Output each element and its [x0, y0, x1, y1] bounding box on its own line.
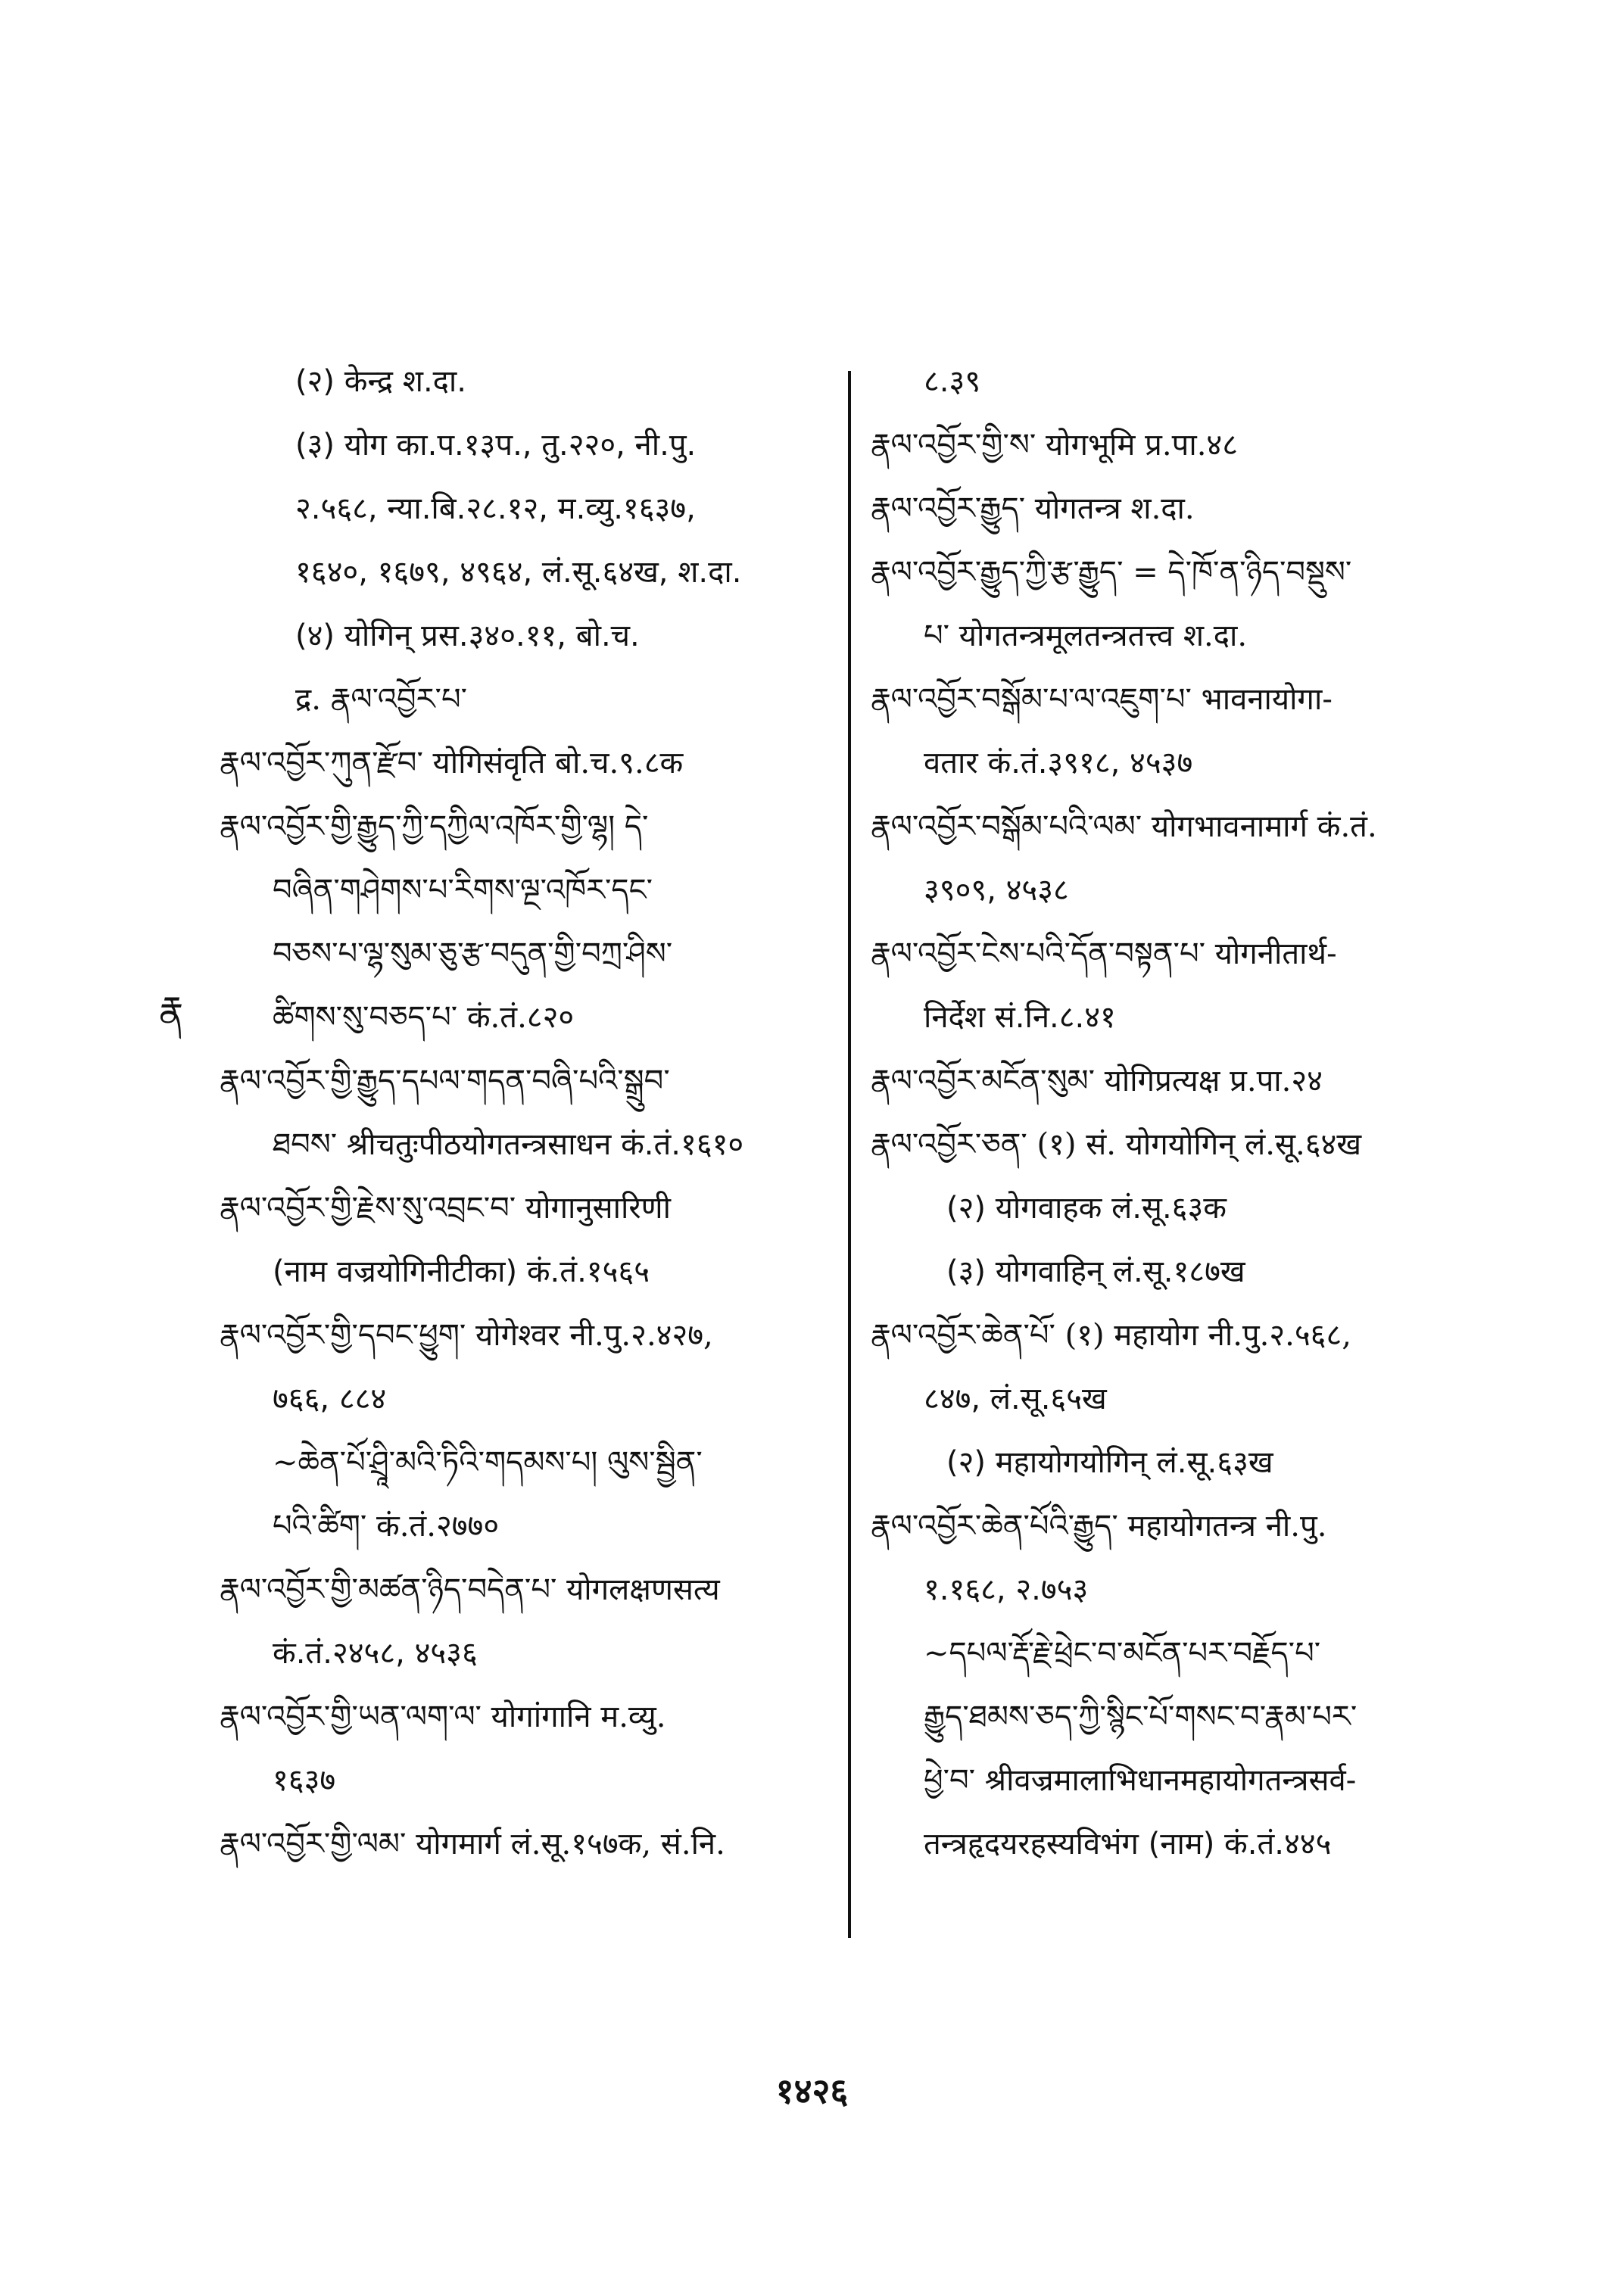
right-column — [871, 363, 1461, 1890]
entry-line: १६४०, १६७९, ४९६४, लं.सू.६४ख, श.दा. — [295, 555, 742, 590]
entry-line: (२) योगवाहक लं.सू.६३क — [946, 1191, 1227, 1226]
entry-continuation: པ་ योगतन्त्रमूलतन्त्रतत्त्व श.दा. — [924, 618, 1248, 653]
entry-line: (४) योगिन् प्रस.३४०.११, बो.च. — [295, 618, 640, 653]
left-column — [220, 363, 840, 1890]
entry-head: རྣལ་འབྱོར་ཅན་ (१) सं. योगयोगिन् लं.सू.६४ख — [871, 1127, 1362, 1162]
entry-head: རྣལ་འབྱོར་གྱི་རྒྱུད་ཀྱི་དཀྱིལ་འཁོར་གྱི་ལྷ། དེ་ — [220, 809, 649, 844]
entry-continuation: वतार कं.तं.३९१८, ४५३७ — [924, 746, 1193, 780]
entry-continuation: निर्देश सं.नि.८.४१ — [924, 1000, 1116, 1035]
entry-continuation: བཅས་པ་ལྷ་སུམ་ཅུ་རྩ་བདུན་གྱི་བཀྲ་ཤིས་ — [273, 936, 673, 971]
entry-head: རྣལ་འབྱོར་ཆེན་པོའི་རྒྱུད་ महायोगतन्त्र नी.पु. — [871, 1509, 1327, 1544]
entry-continuation: तन्त्रहृदयरहस्यविभंग (नाम) कं.तं.४४५ — [924, 1827, 1332, 1862]
entry-head: རྣལ་འབྱོར་ངེས་པའི་དོན་བསྟན་པ་ योगनीतार्थ- — [871, 936, 1337, 971]
entry-head: རྣལ་འབྱོར་རྒྱུད་ཀྱི་རྩ་རྒྱུད་ = དེ་ཁོ་ན་ཉིད་བསྡུས་ — [871, 555, 1352, 590]
entry-head: རྣལ་འབྱོར་གྱི་ལམ་ योगमार्ग लं.सू.१५७क, सं.नि. — [220, 1827, 725, 1862]
entry-line: द्र. རྣལ་འབྱོར་པ་ — [295, 682, 467, 717]
entry-head: རྣལ་འབྱོར་ཀུན་རྫོབ་ योगिसंवृति बो.च.९.८क — [220, 746, 684, 780]
entry-line: (३) योग का.प.१३प., तु.२२०, नी.पु. — [295, 428, 697, 463]
entry-continuation: ཕྱེ་བ་ श्रीवज्रमालाभिधानमहायोगतन्त्रसर्व- — [924, 1763, 1357, 1798]
entry-head: རྣལ་འབྱོར་བསྒོམ་པའི་ལམ་ योगभावनामार्ग कं.तं. — [871, 809, 1377, 844]
page-number: १४२६ — [775, 2070, 849, 2111]
entry-continuation: ८.३९ — [924, 364, 981, 399]
entry-head: རྣལ་འབྱོར་གྱི་རྒྱུད་དཔལ་གདན་བཞི་པའི་སྒྲུབ་ — [220, 1064, 670, 1098]
entry-continuation: ७६६, ८८४ — [273, 1382, 387, 1416]
entry-continuation: १६३७ — [273, 1763, 336, 1798]
entry-head: རྣལ་འབྱོར་གྱི་ཡན་ལག་ལ་ योगांगानि म.व्यु. — [220, 1699, 666, 1734]
entry-continuation: ཐབས་ श्रीचतुःपीठयोगतन्त्रसाधन कं.तं.१६१० — [273, 1127, 744, 1162]
entry-line: (२) केन्द्र श.दा. — [295, 364, 466, 399]
entry-continuation: ~དཔལ་རྡོ་རྗེ་ཕྲེང་བ་མངོན་པར་བརྗོད་པ་ — [924, 1636, 1321, 1671]
entry-line: (२) महायोगयोगिन् लं.सू.६३ख — [946, 1445, 1273, 1480]
entry-continuation: ३९०९, ४५३८ — [924, 873, 1069, 908]
entry-continuation: कं.तं.२४५८, ४५३६ — [273, 1636, 478, 1671]
entry-head: རྣལ་འབྱོར་གྱི་མཚན་ཉིད་བདེན་པ་ योगलक्षणसत्य — [220, 1572, 720, 1607]
entry-continuation: བཞིན་གཤེགས་པ་རིགས་ལྔ་འཁོར་དང་ — [273, 873, 653, 908]
entry-continuation: རྒྱུད་ཐམས་ཅད་ཀྱི་སྙིང་པོ་གསང་བ་རྣམ་པར་ — [924, 1699, 1357, 1734]
entry-continuation: ~ཆེན་པོ་ཤྲཱི་མའི་ཏིའི་གདམས་པ། ལུས་སྦྱིན་ — [273, 1445, 703, 1480]
margin-thumb-index: རྣ — [159, 989, 184, 1031]
entry-line: (३) योगवाहिन् लं.सू.१८७ख — [946, 1254, 1245, 1289]
entry-head: རྣལ་འབྱོར་མངོན་སུམ་ योगिप्रत्यक्ष प्र.पा.२४ — [871, 1064, 1323, 1098]
column-divider — [848, 371, 851, 1938]
entry-head: རྣལ་འབྱོར་གྱི་རྗེས་སུ་འབྲང་བ་ योगानुसारिणी — [220, 1191, 671, 1226]
entry-head: རྣལ་འབྱོར་ཆེན་པོ་ (१) महायोग नी.पु.२.५६८, — [871, 1318, 1351, 1353]
entry-head: རྣལ་འབྱོར་གྱི་དབང་ཕྱུག་ योगेश्वर नी.पु.२.४२७, — [220, 1318, 713, 1353]
entry-continuation: པའི་ཚིག་ कं.तं.२७७० — [273, 1509, 500, 1544]
entry-head: རྣལ་འབྱོར་རྒྱུད་ योगतन्त्र श.दा. — [871, 491, 1195, 526]
entry-continuation: १.१६८, २.७५३ — [924, 1572, 1089, 1607]
entry-line: २.५६८, न्या.बि.२८.१२, म.व्यु.१६३७, — [295, 491, 696, 526]
entry-head: རྣལ་འབྱོར་བསྒོམ་པ་ལ་འཇུག་པ་ भावनायोगा- — [871, 682, 1333, 717]
entry-continuation: ཚིགས་སུ་བཅད་པ་ कं.तं.८२० — [273, 1000, 575, 1035]
entry-continuation: (नाम वज्रयोगिनीटीका) कं.तं.१५६५ — [273, 1254, 650, 1289]
entry-head: རྣལ་འབྱོར་གྱི་ས་ योगभूमि प्र.पा.४८ — [871, 428, 1239, 463]
entry-continuation: ८४७, लं.सू.६५ख — [924, 1382, 1107, 1416]
